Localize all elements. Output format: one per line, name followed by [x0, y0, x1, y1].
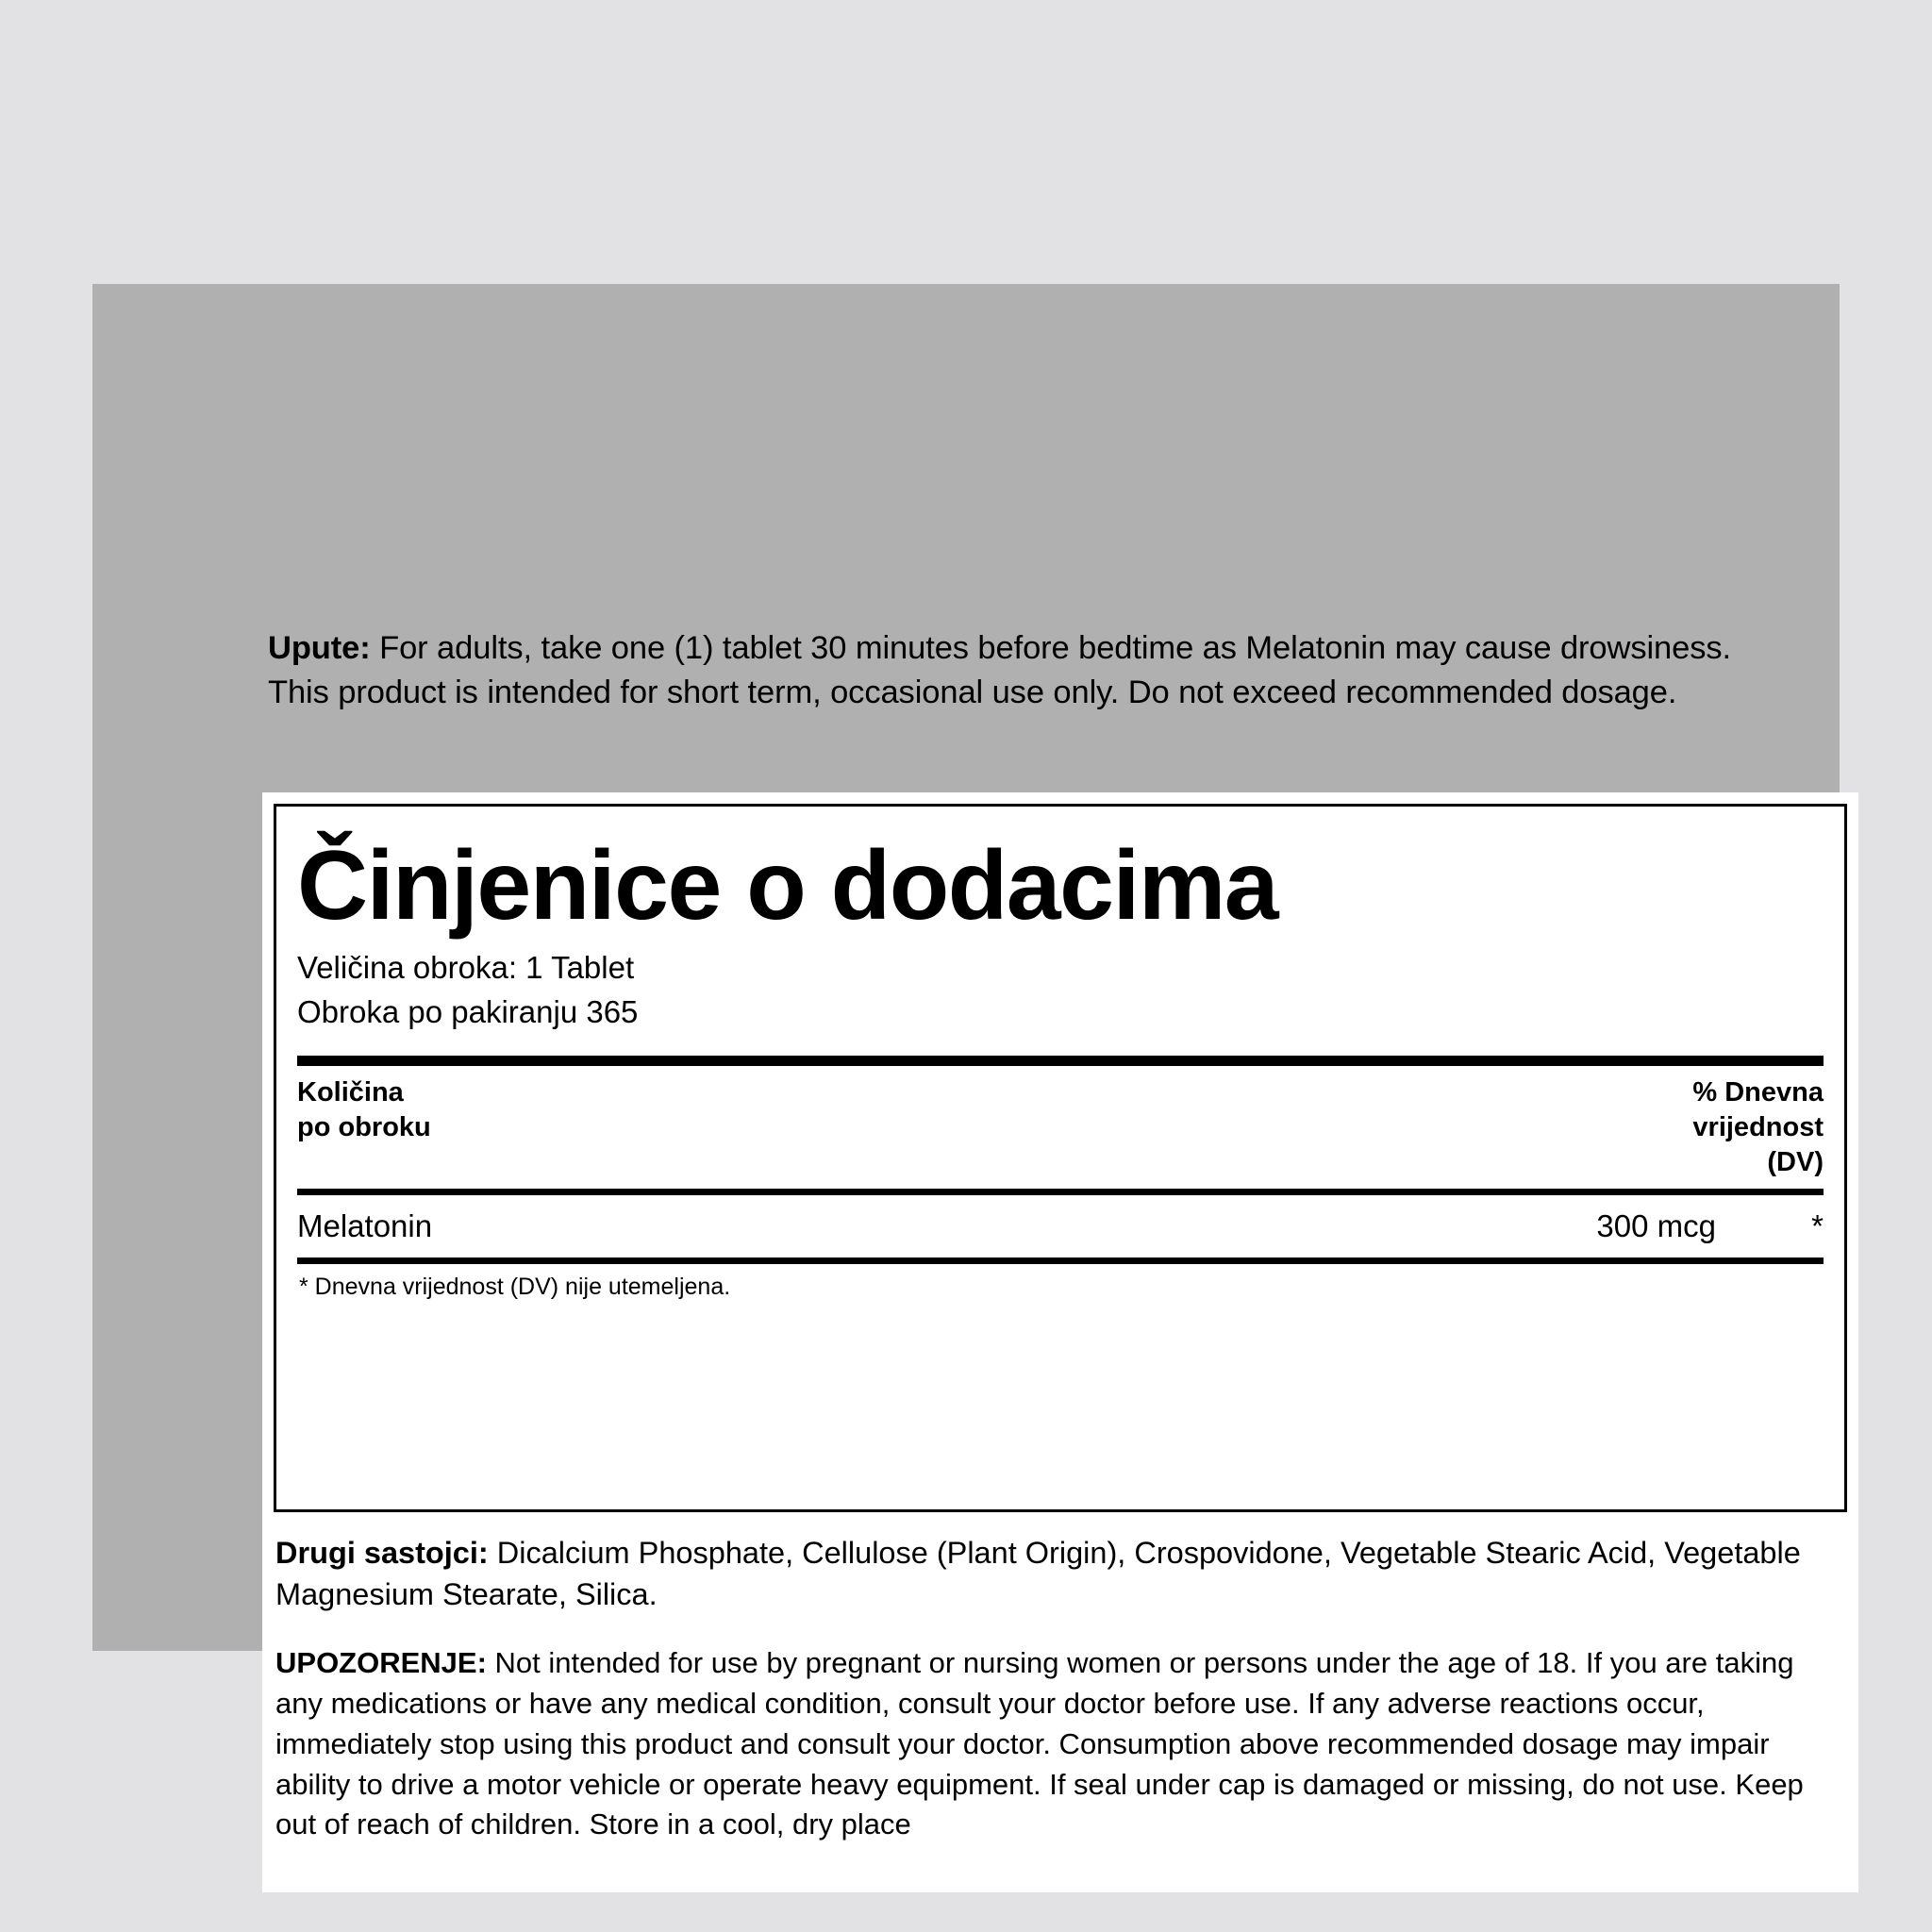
other-ingredients-text: Dicalcium Phosphate, Cellulose (Plant Origin), Crospovidone, Vegetable Stearic Acid, Vegetable Magnesium Stearate, Silica. — [275, 1536, 1801, 1612]
divider-under-row — [297, 1257, 1824, 1264]
warning-label: UPOZORENJE: — [275, 1646, 487, 1680]
warning-block — [268, 1615, 1845, 1845]
directions-block — [268, 626, 1796, 715]
warning-text: Not intended for use by pregnant or nursing women or persons under the age of 18. If you are taking any medications or have any medical condition, consult your doctor before use. If any adverse reactions occur, immediately stop using this product and consult your doctor. Consumption above recommended dosage may impair ability to drive a motor vehicle or operate heavy equipment. If seal under cap is damaged or missing, do not use. Keep out of reach of children. Store in a cool, dry place — [275, 1646, 1804, 1841]
dv-header-line3: (DV) — [1767, 1147, 1824, 1178]
supplement-facts-title: Činjenice o dodacima — [297, 831, 1278, 941]
dv-header-line2: vrijednost — [1692, 1112, 1824, 1143]
label-body-text — [268, 1532, 1845, 1845]
other-ingredients-block — [268, 1532, 1845, 1615]
serving-size: Veličina obroka: 1 Tablet — [297, 950, 635, 986]
divider-thick-top — [297, 1056, 1824, 1066]
supplement-facts-box — [274, 804, 1847, 1512]
other-ingredients-label: Drugi sastojci: — [275, 1536, 489, 1570]
amount-header-line1: Količina — [297, 1077, 404, 1108]
daily-value-footnote: * Dnevna vrijednost (DV) nije utemeljena. — [299, 1273, 731, 1300]
directions-label: Upute: — [268, 630, 371, 666]
amount-header-line2: po obroku — [297, 1112, 431, 1143]
label-panel — [92, 284, 1840, 1841]
nutrient-amount: 300 mcg — [1596, 1208, 1716, 1243]
servings-per-container: Obroka po pakiranju 365 — [297, 994, 639, 1030]
nutrient-daily-value: * — [1811, 1208, 1824, 1243]
supplement-facts-panel — [262, 792, 1858, 1892]
amount-per-serving-header — [297, 1075, 431, 1145]
daily-value-header — [1692, 1075, 1824, 1180]
dv-header-line1: % Dnevna — [1692, 1077, 1824, 1108]
column-headers — [297, 1066, 1824, 1188]
nutrient-name: Melatonin — [297, 1208, 433, 1243]
divider-under-headers — [297, 1189, 1824, 1195]
table-row — [297, 1195, 1824, 1257]
directions-text: For adults, take one (1) tablet 30 minutes before bedtime as Melatonin may cause drowsiness. This product is intended for short term, occasional use only. Do not exceed recommended dosage. — [268, 630, 1732, 710]
